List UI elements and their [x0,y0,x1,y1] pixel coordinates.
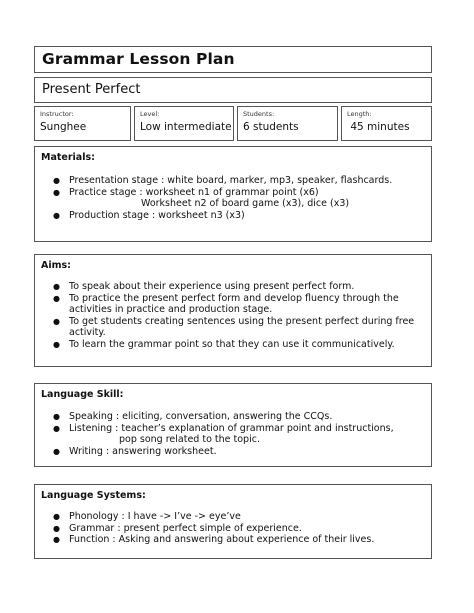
level-box [134,106,234,141]
instructor-box [34,106,131,141]
list-item-text: To get students creating sentences using the present perfect during free [69,315,415,327]
bullet-icon: ● [53,282,60,291]
aims-list [53,281,414,350]
page-title: Grammar Lesson Plan [42,50,235,68]
subtitle-box [34,77,432,103]
aims-section [34,254,432,367]
list-item-text: To practice the present perfect form and develop fluency through the [69,292,399,304]
list-item [53,175,392,187]
list-item-continuation: Worksheet n2 of board game (x3), dice (x3) [141,198,350,209]
list-item-text: Practice stage : worksheet n1 of grammar point (x6) [69,186,319,198]
materials-heading: Materials: [41,152,95,163]
materials-list [53,175,392,221]
list-item-text: Listening : teacher’s explanation of grammar point and instructions, [69,422,394,434]
list-item [53,187,392,210]
length-value: 45 minutes [347,121,410,133]
list-item [53,293,414,316]
bullet-icon: ● [53,339,60,349]
list-item [53,423,394,446]
bullet-icon: ● [53,176,60,185]
bullet-icon: ● [53,293,60,303]
list-item-text: Speaking : eliciting, conversation, answering the CCQs. [69,411,333,422]
list-item [53,523,374,535]
list-item [53,511,374,523]
length-box [341,106,432,141]
instructor-value: Sunghee [40,121,87,133]
list-item [53,411,394,423]
list-item-continuation: activity. [69,327,106,338]
level-label: Level: [140,110,160,118]
instructor-label: Instructor: [40,110,74,118]
title-box [34,46,432,73]
bullet-icon: ● [53,512,60,521]
bullet-icon: ● [53,187,60,197]
aims-heading: Aims: [41,260,71,271]
bullet-icon: ● [53,423,60,433]
language-systems-section [34,484,432,559]
language-systems-list [53,511,374,546]
list-item [53,339,414,351]
language-skill-list [53,411,394,457]
list-item [53,210,392,222]
list-item-continuation: activities in practice and production stage. [69,304,273,315]
length-label: Length: [347,110,372,118]
materials-section [34,146,432,242]
students-value: 6 students [243,121,299,133]
bullet-icon: ● [53,412,60,421]
bullet-icon: ● [53,523,60,533]
language-systems-heading: Language Systems: [41,490,146,501]
list-item-text: Grammar : present perfect simple of experience. [69,522,302,534]
list-item-text: Presentation stage : white board, marker, mp3, speaker, flashcards. [69,175,393,186]
bullet-icon: ● [53,316,60,326]
students-box [237,106,338,141]
bullet-icon: ● [53,210,60,220]
list-item-text: Writing : answering worksheet. [69,445,217,457]
lesson-topic: Present Perfect [42,82,141,97]
list-item-text: Function : Asking and answering about experience of their lives. [69,534,375,545]
level-value: Low intermediate [140,121,232,133]
bullet-icon: ● [53,446,60,456]
list-item [53,534,374,546]
list-item [53,281,414,293]
list-item-continuation: pop song related to the topic. [119,434,260,445]
students-label: Students: [243,110,275,118]
list-item-text: To speak about their experience using present perfect form. [69,281,355,292]
list-item-text: Production stage : worksheet n3 (x3) [69,209,245,221]
list-item [53,446,394,458]
language-skill-section [34,383,432,467]
list-item-text: To learn the grammar point so that they can use it communicatively. [69,338,395,350]
list-item-text: Phonology : I have -> I’ve -> eye’ve [69,511,241,522]
list-item [53,316,414,339]
language-skill-heading: Language Skill: [41,389,124,400]
bullet-icon: ● [53,535,60,544]
